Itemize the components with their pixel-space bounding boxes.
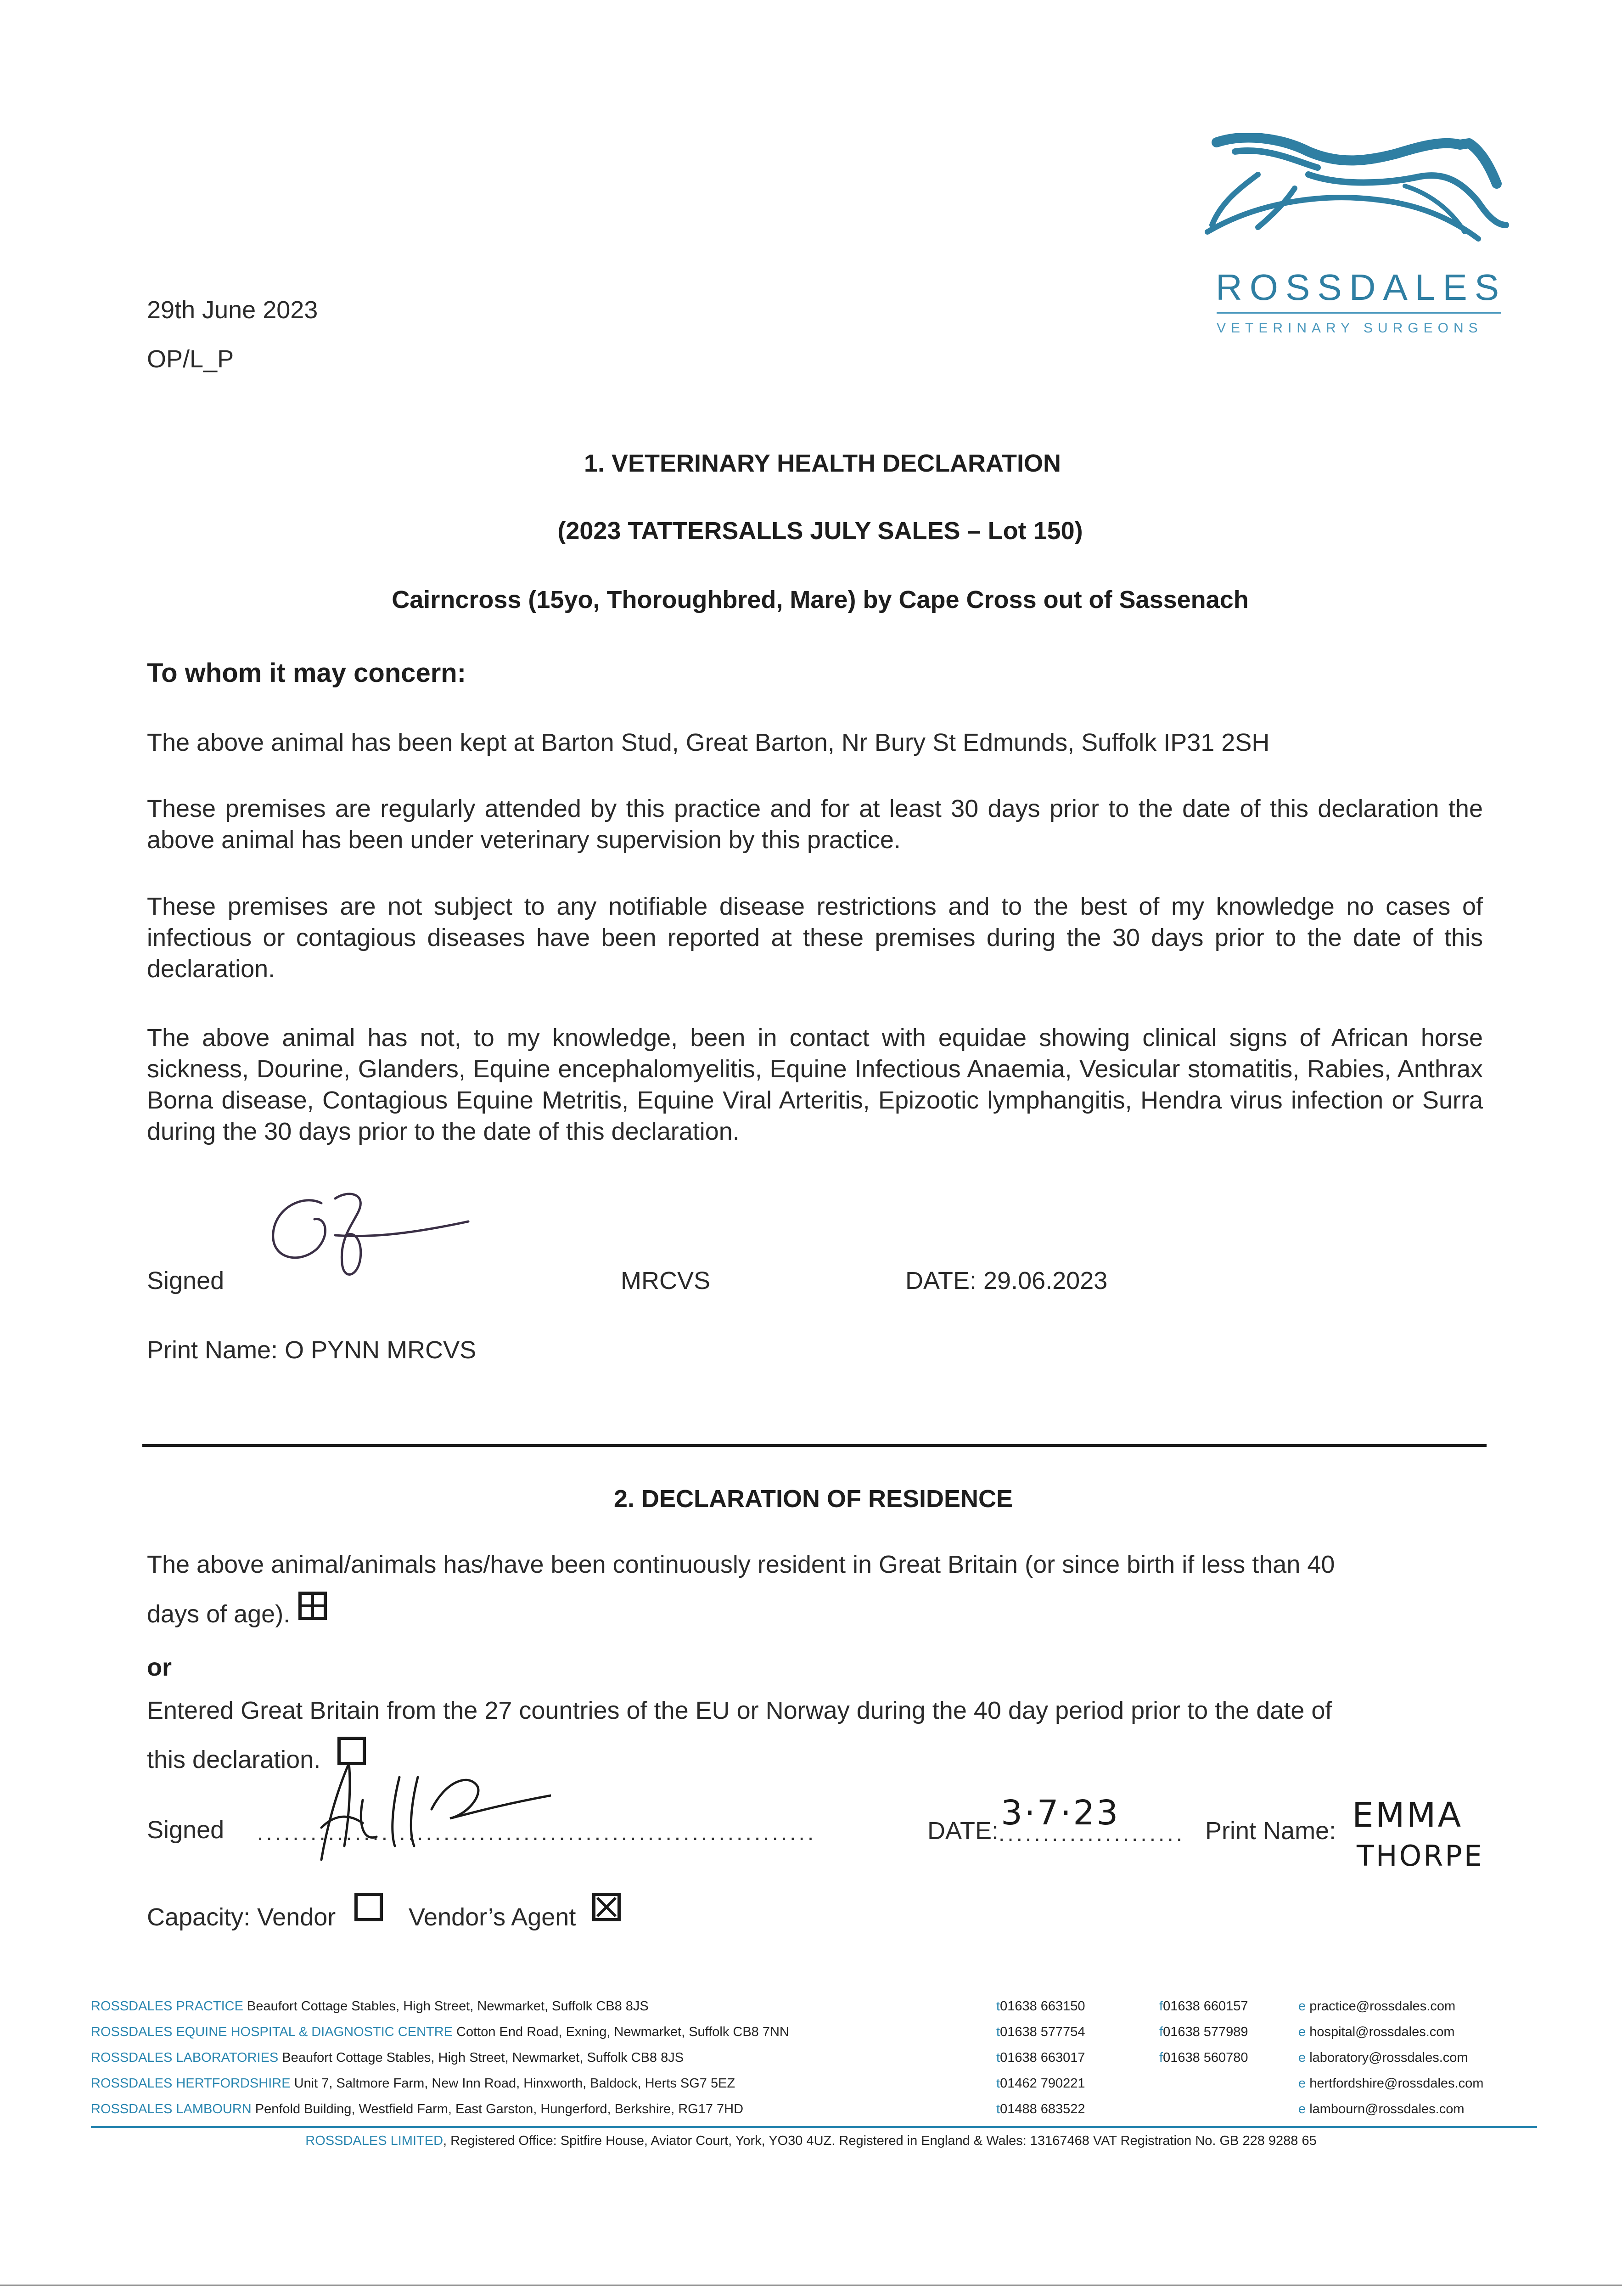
email-prefix: e (1298, 2076, 1306, 2091)
vendor-agent-label: Vendor’s Agent (409, 1903, 576, 1931)
paragraph-contact (147, 1022, 1483, 1147)
salutation: To whom it may concern: (147, 658, 466, 688)
vet-signature-image (266, 1185, 477, 1286)
footer-email[interactable]: hertfordshire@rossdales.com (1309, 2076, 1484, 2091)
agent-signed-label: Signed (147, 1816, 224, 1844)
footer-location-name: ROSSDALES PRACTICE (91, 1999, 243, 2014)
agent-date-line: ..................... (999, 1822, 1185, 1846)
phone-prefix: t (996, 2050, 1000, 2065)
paragraph-restrictions (147, 891, 1483, 985)
vet-print-name: Print Name: O PYNN MRCVS (147, 1336, 477, 1364)
footer-location-name: ROSSDALES EQUINE HOSPITAL & DIAGNOSTIC CENTRE (91, 2025, 453, 2039)
residence-option2-line1: Entered Great Britain from the 27 countries of the EU or Norway during the 40 day period prior to the date of (147, 1697, 1332, 1724)
residence-option1-line2: days of age). (147, 1600, 291, 1628)
email-prefix: e (1298, 1999, 1306, 2014)
animal-description: Cairncross (15yo, Thoroughbred, Mare) by Cape Cross out of Sassenach (392, 586, 1249, 613)
agent-signature-line: ............................................................... (257, 1821, 817, 1845)
footer-phone: 01462 790221 (1000, 2076, 1085, 2091)
footer-location-name: ROSSDALES HERTFORDSHIRE (91, 2076, 291, 2091)
paragraph-text: These premises are not subject to any notifiable disease restrictions and to the best of my knowledge no cases of infectious or contagious diseases have been reported at these premises during the 30 days prior to the date of this declaration. (147, 893, 1483, 983)
fax-prefix: f (1159, 2025, 1163, 2039)
paragraph-supervision (147, 793, 1483, 855)
rossdales-logo (1203, 133, 1515, 349)
page-bottom-rule (0, 2285, 1622, 2286)
section1-title: 1. VETERINARY HEALTH DECLARATION (584, 450, 1061, 477)
company-registration-text: , Registered Office: Spitfire House, Aviator Court, York, YO30 4UZ. Registered in England & Wales: 13167468 VAT Registration No. GB 228 9288 65 (443, 2133, 1317, 2148)
qualification-label: MRCVS (621, 1267, 711, 1294)
footer-divider (91, 2126, 1537, 2128)
section1-subtitle: (2023 TATTERSALLS JULY SALES – Lot 150) (557, 517, 1083, 545)
document-date: 29th June 2023 (147, 296, 318, 324)
horse-logo-icon (1203, 133, 1515, 271)
email-prefix: e (1298, 2102, 1306, 2116)
footer-location-name: ROSSDALES LABORATORIES (91, 2050, 279, 2065)
phone-prefix: t (996, 2025, 1000, 2039)
footer-fax: 01638 577989 (1163, 2025, 1248, 2039)
paragraph-location (147, 727, 1483, 758)
footer-location-address: Penfold Building, Westfield Farm, East Garston, Hungerford, Berkshire, RG17 7HD (255, 2102, 744, 2116)
paragraph-text: The above animal has been kept at Barton Stud, Great Barton, Nr Bury St Edmunds, Suffolk IP31 2SH (147, 729, 1270, 756)
section-divider (142, 1444, 1487, 1447)
footer-registration (0, 2134, 1622, 2148)
footer-phone: 01488 683522 (1000, 2102, 1085, 2116)
reference-code: OP/L_P (147, 345, 234, 373)
footer-location-address: Cotton End Road, Exning, Newmarket, Suffolk CB8 7NN (456, 2025, 789, 2039)
vendor-agent-checkbox[interactable] (592, 1893, 621, 1921)
footer-location-address: Beaufort Cottage Stables, High Street, Newmarket, Suffolk CB8 8JS (247, 1999, 649, 2014)
footer-phone: 01638 577754 (1000, 2025, 1085, 2039)
agent-date-value: 3·7·23 (1001, 1793, 1120, 1833)
vendor-checkbox[interactable] (354, 1893, 383, 1921)
company-name: ROSSDALES LIMITED (305, 2133, 443, 2148)
paragraph-text: The above animal has not, to my knowledge, been in contact with equidae showing clinical signs of African horse sickness, Dourine, Glanders, Equine encephalomyelitis, Equine Infectious Anaemia, Vesicular stomatitis, Rabies, Anthrax Borna disease, Contagious Equine Metritis, Equine Viral Arteritis, Epizootic lymphangitis, Hendra virus infection or Surra during the 30 days prior to the date of this declaration. (147, 1024, 1483, 1145)
footer-email[interactable]: laboratory@rossdales.com (1309, 2050, 1468, 2065)
footer-location-name: ROSSDALES LAMBOURN (91, 2102, 252, 2116)
or-separator: or (147, 1654, 172, 1681)
email-prefix: e (1298, 2050, 1306, 2065)
footer-location-address: Unit 7, Saltmore Farm, New Inn Road, Hinxworth, Baldock, Herts SG7 5EZ (294, 2076, 735, 2091)
footer-email[interactable]: practice@rossdales.com (1309, 1999, 1456, 2014)
agent-print-name-label: Print Name: (1205, 1817, 1336, 1845)
checkbox-mark-icon (595, 1896, 617, 1918)
signed-label: Signed (147, 1267, 224, 1294)
footer-fax: 01638 560780 (1163, 2050, 1248, 2065)
phone-prefix: t (996, 2102, 1000, 2116)
residence-option2-line2: this declaration. (147, 1746, 321, 1773)
footer-email[interactable]: hospital@rossdales.com (1309, 2025, 1455, 2039)
agent-print-name-line2: THORPE (1357, 1839, 1484, 1873)
agent-signature-image (294, 1745, 551, 1864)
capacity-vendor-label: Capacity: Vendor (147, 1903, 336, 1931)
logo-subtitle: VETERINARY SURGEONS (1217, 321, 1483, 336)
residence-option1-line1: The above animal/animals has/have been continuously resident in Great Britain (or since birth if less than 40 (147, 1551, 1335, 1578)
checkbox-mark-icon (302, 1595, 324, 1617)
vet-declaration-date: DATE: 29.06.2023 (905, 1267, 1108, 1294)
footer-email[interactable]: lambourn@rossdales.com (1309, 2102, 1465, 2116)
paragraph-text: These premises are regularly attended by this practice and for at least 30 days prior to the date of this declaration the above animal has been under veterinary supervision by this practice. (147, 795, 1483, 854)
agent-date-label: DATE: (927, 1817, 999, 1845)
fax-prefix: f (1159, 1999, 1163, 2014)
logo-name: ROSSDALES (1216, 267, 1507, 308)
phone-prefix: t (996, 2076, 1000, 2091)
phone-prefix: t (996, 1999, 1000, 2014)
footer-phone: 01638 663150 (1000, 1999, 1085, 2014)
fax-prefix: f (1159, 2050, 1163, 2065)
footer-phone: 01638 663017 (1000, 2050, 1085, 2065)
logo-divider (1217, 312, 1501, 314)
residence-option1-checkbox[interactable] (298, 1592, 327, 1620)
footer-location-address: Beaufort Cottage Stables, High Street, Newmarket, Suffolk CB8 8JS (282, 2050, 684, 2065)
agent-print-name-line1: EMMA (1352, 1795, 1463, 1835)
footer-fax: 01638 660157 (1163, 1999, 1248, 2014)
section2-title: 2. DECLARATION OF RESIDENCE (613, 1485, 1013, 1513)
email-prefix: e (1298, 2025, 1306, 2039)
